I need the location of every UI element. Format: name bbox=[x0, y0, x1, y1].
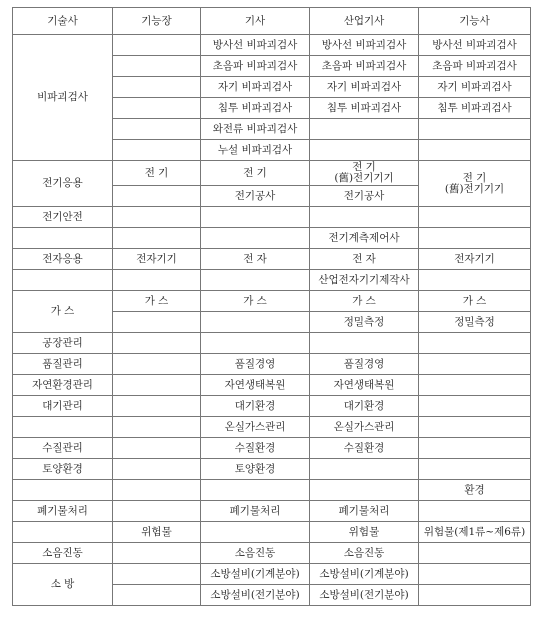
cell-line: (舊)전기기기 bbox=[444, 182, 505, 195]
craftsman-cell: 환경 bbox=[419, 480, 531, 501]
master-cell: 가 스 bbox=[113, 291, 201, 312]
craftsman-cell bbox=[419, 207, 531, 228]
engineer-cell: 가 스 bbox=[201, 291, 310, 312]
industrial-engineer-cell: 소방설비(기계분야) bbox=[310, 564, 419, 585]
craftsman-cell bbox=[419, 270, 531, 291]
industrial-engineer-cell bbox=[310, 161, 419, 186]
master-cell bbox=[113, 543, 201, 564]
field-cell: 토양환경 bbox=[13, 459, 113, 480]
industrial-engineer-cell: 방사선 비파괴검사 bbox=[310, 35, 419, 56]
craftsman-cell: 가 스 bbox=[419, 291, 531, 312]
industrial-engineer-cell: 소방설비(전기분야) bbox=[310, 585, 419, 606]
engineer-cell: 자기 비파괴검사 bbox=[201, 77, 310, 98]
master-cell bbox=[113, 396, 201, 417]
engineer-cell bbox=[201, 333, 310, 354]
master-cell bbox=[113, 501, 201, 522]
engineer-cell bbox=[201, 207, 310, 228]
industrial-engineer-cell bbox=[310, 140, 419, 161]
cell-line: 전 기 bbox=[352, 161, 376, 173]
cell-line: 전 기 bbox=[462, 171, 487, 184]
master-cell: 전 기 bbox=[113, 161, 201, 186]
industrial-engineer-cell: 수질환경 bbox=[310, 438, 419, 459]
master-cell bbox=[113, 585, 201, 606]
craftsman-cell: 초음파 비파괴검사 bbox=[419, 56, 531, 77]
table-row bbox=[13, 396, 531, 417]
cell-line: (舊)전기기기 bbox=[334, 172, 394, 184]
header-cell: 기능사 bbox=[419, 8, 531, 35]
master-cell bbox=[113, 354, 201, 375]
table-row bbox=[13, 35, 531, 56]
engineer-cell: 소방설비(전기분야) bbox=[201, 585, 310, 606]
industrial-engineer-cell: 소음진동 bbox=[310, 543, 419, 564]
industrial-engineer-cell: 침투 비파괴검사 bbox=[310, 98, 419, 119]
table-row bbox=[13, 375, 531, 396]
table-row bbox=[13, 291, 531, 312]
field-cell: 자연환경관리 bbox=[13, 375, 113, 396]
field-cell bbox=[13, 417, 113, 438]
field-cell: 대기관리 bbox=[13, 396, 113, 417]
table-row bbox=[13, 522, 531, 543]
industrial-engineer-cell: 산업전자기기제작사 bbox=[310, 270, 419, 291]
master-cell: 전자기기 bbox=[113, 249, 201, 270]
industrial-engineer-cell bbox=[310, 480, 419, 501]
craftsman-cell bbox=[419, 438, 531, 459]
craftsman-cell bbox=[419, 354, 531, 375]
industrial-engineer-cell: 초음파 비파괴검사 bbox=[310, 56, 419, 77]
field-cell bbox=[13, 480, 113, 501]
master-cell bbox=[113, 77, 201, 98]
engineer-cell: 수질환경 bbox=[201, 438, 310, 459]
master-cell bbox=[113, 417, 201, 438]
industrial-engineer-cell: 폐기물처리 bbox=[310, 501, 419, 522]
table-row bbox=[13, 438, 531, 459]
table-row bbox=[13, 161, 531, 186]
field-cell: 소음진동 bbox=[13, 543, 113, 564]
table-row bbox=[13, 207, 531, 228]
master-cell bbox=[113, 56, 201, 77]
master-cell bbox=[113, 564, 201, 585]
industrial-engineer-cell: 온실가스관리 bbox=[310, 417, 419, 438]
engineer-cell: 전기공사 bbox=[201, 186, 310, 207]
field-cell bbox=[13, 270, 113, 291]
craftsman-cell bbox=[419, 396, 531, 417]
master-cell bbox=[113, 35, 201, 56]
table-row bbox=[13, 501, 531, 522]
field-cell: 품질관리 bbox=[13, 354, 113, 375]
engineer-cell: 방사선 비파괴검사 bbox=[201, 35, 310, 56]
engineer-cell bbox=[201, 480, 310, 501]
field-cell bbox=[13, 228, 113, 249]
master-cell bbox=[113, 186, 201, 207]
industrial-engineer-cell: 자연생태복원 bbox=[310, 375, 419, 396]
master-cell bbox=[113, 98, 201, 119]
table-row bbox=[13, 459, 531, 480]
table-row bbox=[13, 564, 531, 585]
industrial-engineer-cell: 대기환경 bbox=[310, 396, 419, 417]
table-row bbox=[13, 354, 531, 375]
field-cell: 전자응용 bbox=[13, 249, 113, 270]
table-row bbox=[13, 333, 531, 354]
field-cell: 소 방 bbox=[13, 564, 113, 606]
craftsman-cell bbox=[419, 585, 531, 606]
field-cell: 가 스 bbox=[13, 291, 113, 333]
master-cell bbox=[113, 480, 201, 501]
master-cell bbox=[113, 207, 201, 228]
craftsman-cell: 침투 비파괴검사 bbox=[419, 98, 531, 119]
craftsman-cell bbox=[419, 119, 531, 140]
craftsman-cell bbox=[419, 228, 531, 249]
engineer-cell bbox=[201, 270, 310, 291]
industrial-engineer-cell: 가 스 bbox=[310, 291, 419, 312]
header-row bbox=[13, 8, 531, 35]
table-row bbox=[13, 270, 531, 291]
master-cell bbox=[113, 119, 201, 140]
engineer-cell: 품질경영 bbox=[201, 354, 310, 375]
craftsman-cell: 방사선 비파괴검사 bbox=[419, 35, 531, 56]
header-cell: 기술사 bbox=[13, 8, 113, 35]
table-row bbox=[13, 228, 531, 249]
field-cell: 비파괴검사 bbox=[13, 35, 113, 161]
craftsman-cell bbox=[419, 543, 531, 564]
engineer-cell: 폐기물처리 bbox=[201, 501, 310, 522]
master-cell bbox=[113, 228, 201, 249]
craftsman-cell bbox=[419, 140, 531, 161]
master-cell: 위험물 bbox=[113, 522, 201, 543]
craftsman-cell bbox=[419, 417, 531, 438]
field-cell: 폐기물처리 bbox=[13, 501, 113, 522]
field-cell: 수질관리 bbox=[13, 438, 113, 459]
qualification-table bbox=[12, 7, 531, 606]
engineer-cell bbox=[201, 312, 310, 333]
industrial-engineer-cell: 전 자 bbox=[310, 249, 419, 270]
craftsman-cell bbox=[419, 375, 531, 396]
industrial-engineer-cell: 위험물 bbox=[310, 522, 419, 543]
craftsman-cell: 자기 비파괴검사 bbox=[419, 77, 531, 98]
master-cell bbox=[113, 312, 201, 333]
craftsman-cell: 위험물(제1류~제6류) bbox=[419, 522, 531, 543]
field-cell: 전기안전 bbox=[13, 207, 113, 228]
table-row bbox=[13, 480, 531, 501]
master-cell bbox=[113, 333, 201, 354]
engineer-cell: 초음파 비파괴검사 bbox=[201, 56, 310, 77]
engineer-cell: 토양환경 bbox=[201, 459, 310, 480]
engineer-cell: 소음진동 bbox=[201, 543, 310, 564]
craftsman-cell bbox=[419, 333, 531, 354]
engineer-cell: 자연생태복원 bbox=[201, 375, 310, 396]
master-cell bbox=[113, 459, 201, 480]
industrial-engineer-cell: 자기 비파괴검사 bbox=[310, 77, 419, 98]
engineer-cell: 소방설비(기계분야) bbox=[201, 564, 310, 585]
header-cell: 기능장 bbox=[113, 8, 201, 35]
industrial-engineer-cell bbox=[310, 119, 419, 140]
industrial-engineer-cell: 전기공사 bbox=[310, 186, 419, 207]
field-cell: 공장관리 bbox=[13, 333, 113, 354]
engineer-cell bbox=[201, 228, 310, 249]
master-cell bbox=[113, 270, 201, 291]
master-cell bbox=[113, 375, 201, 396]
industrial-engineer-cell: 품질경영 bbox=[310, 354, 419, 375]
field-cell bbox=[13, 522, 113, 543]
table-row bbox=[13, 417, 531, 438]
master-cell bbox=[113, 140, 201, 161]
engineer-cell: 온실가스관리 bbox=[201, 417, 310, 438]
engineer-cell bbox=[201, 522, 310, 543]
engineer-cell: 침투 비파괴검사 bbox=[201, 98, 310, 119]
header-cell: 기사 bbox=[201, 8, 310, 35]
craftsman-cell: 전자기기 bbox=[419, 249, 531, 270]
craftsman-cell bbox=[419, 161, 531, 207]
industrial-engineer-cell: 정밀측정 bbox=[310, 312, 419, 333]
craftsman-cell bbox=[419, 564, 531, 585]
industrial-engineer-cell bbox=[310, 207, 419, 228]
craftsman-cell bbox=[419, 459, 531, 480]
craftsman-cell: 정밀측정 bbox=[419, 312, 531, 333]
engineer-cell: 누설 비파괴검사 bbox=[201, 140, 310, 161]
industrial-engineer-cell bbox=[310, 333, 419, 354]
industrial-engineer-cell bbox=[310, 459, 419, 480]
engineer-cell: 전 자 bbox=[201, 249, 310, 270]
field-cell: 전기응용 bbox=[13, 161, 113, 207]
engineer-cell: 전 기 bbox=[201, 161, 310, 186]
engineer-cell: 대기환경 bbox=[201, 396, 310, 417]
header-cell: 산업기사 bbox=[310, 8, 419, 35]
engineer-cell: 와전류 비파괴검사 bbox=[201, 119, 310, 140]
table-row bbox=[13, 543, 531, 564]
craftsman-cell bbox=[419, 501, 531, 522]
master-cell bbox=[113, 438, 201, 459]
industrial-engineer-cell: 전기계측제어사 bbox=[310, 228, 419, 249]
table-row bbox=[13, 249, 531, 270]
